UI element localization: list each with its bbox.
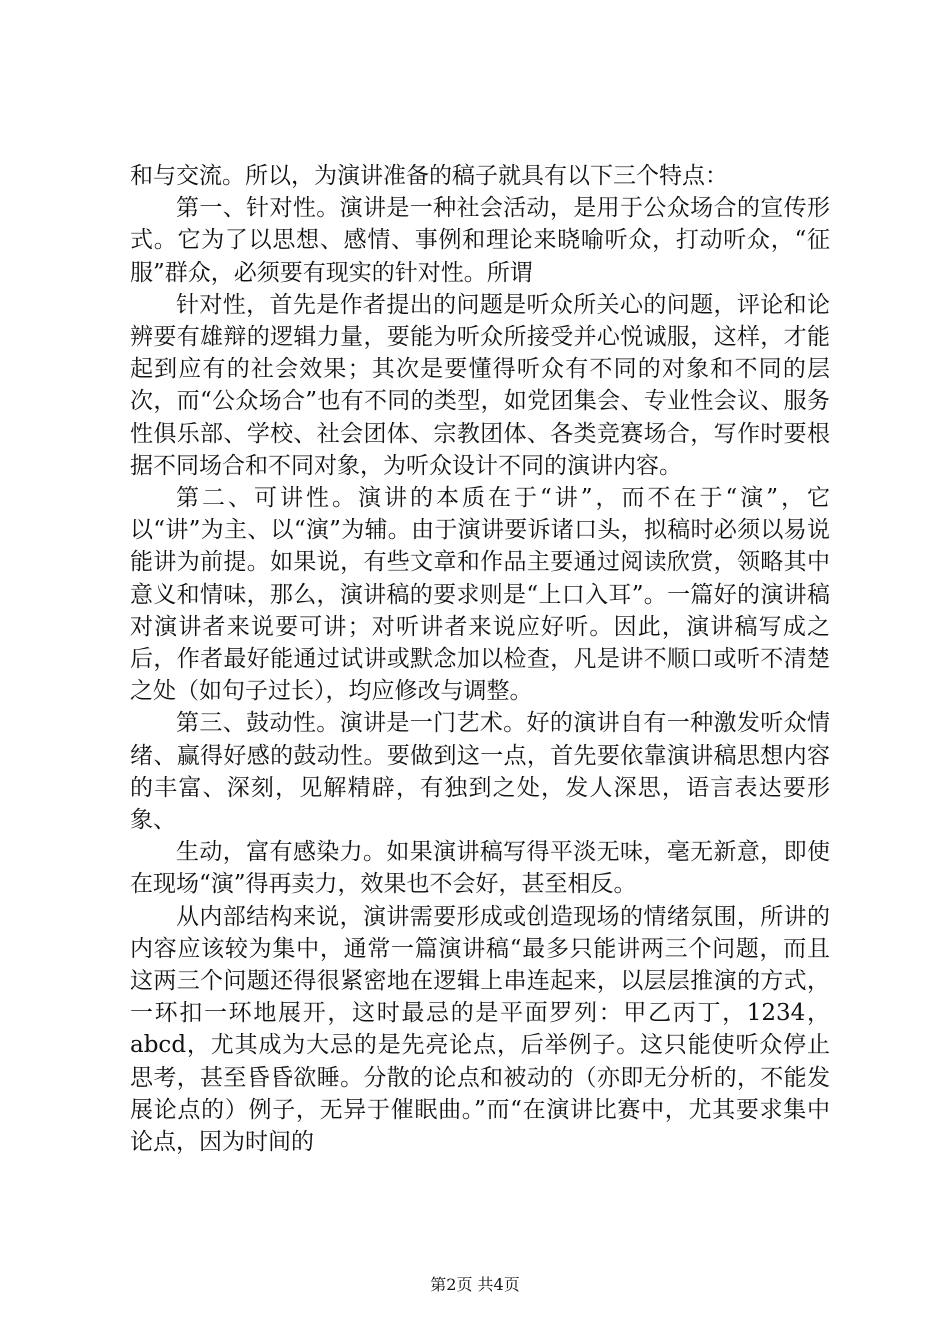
paragraph-inspiration-cont: 生动，富有感染力。如果演讲稿写得平淡无味，毫无新意，即使在现场“演”得再卖力，效果也不会好，甚至相反。 (130, 839, 830, 898)
paragraph-pertinence: 第一、针对性。演讲是一种社会活动，是用于公众场合的宣传形式。它为了以思想、感情、事例和理论来晓喻听众，打动听众，“征服”群众，必须要有现实的针对性。所谓 (130, 195, 830, 286)
paragraph-speakability: 第二、可讲性。演讲的本质在于“讲”，而不在于“演”，它以“讲”为主、以“演”为辅。由于演讲要诉诸口头，拟稿时必须以易说能讲为前提。如果说，有些文章和作品主要通过阅读欣赏，领略其中意义和情味，那么，演讲稿的要求则是“上口入耳”。一篇好的演讲稿对演讲者来说要可讲；对听讲者来说应好听。因此，演讲稿写成之后，作者最好能通过试讲或默念加以检查，凡是讲不顺口或听不清楚之处（如句子过长），均应修改与调整。 (130, 485, 830, 705)
document-body (130, 160, 830, 1158)
paragraph-continuation: 和与交流。所以，为演讲准备的稿子就具有以下三个特点： (130, 163, 728, 189)
paragraph-pertinence-detail: 针对性，首先是作者提出的问题是听众所关心的问题，评论和论辨要有雄辩的逻辑力量，要能为听众所接受并心悦诚服，这样，才能起到应有的社会效果；其次是要懂得听众有不同的对象和不同的层次，而“公众场合”也有不同的类型，如党团集会、专业性会议、服务性俱乐部、学校、社会团体、宗教团体、各类竞赛场合，写作时要根据不同场合和不同对象，为听众设计不同的演讲内容。 (130, 291, 830, 479)
paragraph-structure: 从内部结构来说，演讲需要形成或创造现场的情绪氛围，所讲的内容应该较为集中，通常一篇演讲稿“最多只能讲两三个问题，而且这两三个问题还得很紧密地在逻辑上串连起来，以层层推演的方式，一环扣一环地展开，这时最忌的是平面罗列：甲乙丙丁，1234，abcd，尤其成为大忌的是先亮论点，后举例子。这只能使听众停止思考，甚至昏昏欲睡。分散的论点和被动的（亦即无分析的，不能发展论点的）例子，无异于催眠曲。”而“在演讲比赛中，尤其要求集中论点，因为时间的 (130, 903, 830, 1156)
page-number: 第2页 共4页 (430, 1275, 520, 1294)
paragraph-inspiration: 第三、鼓动性。演讲是一门艺术。好的演讲自有一种激发听众情绪、赢得好感的鼓动性。要做到这一点，首先要依靠演讲稿思想内容的丰富、深刻，见解精辟，有独到之处，发人深思，语言表达要形象、 (130, 710, 830, 834)
